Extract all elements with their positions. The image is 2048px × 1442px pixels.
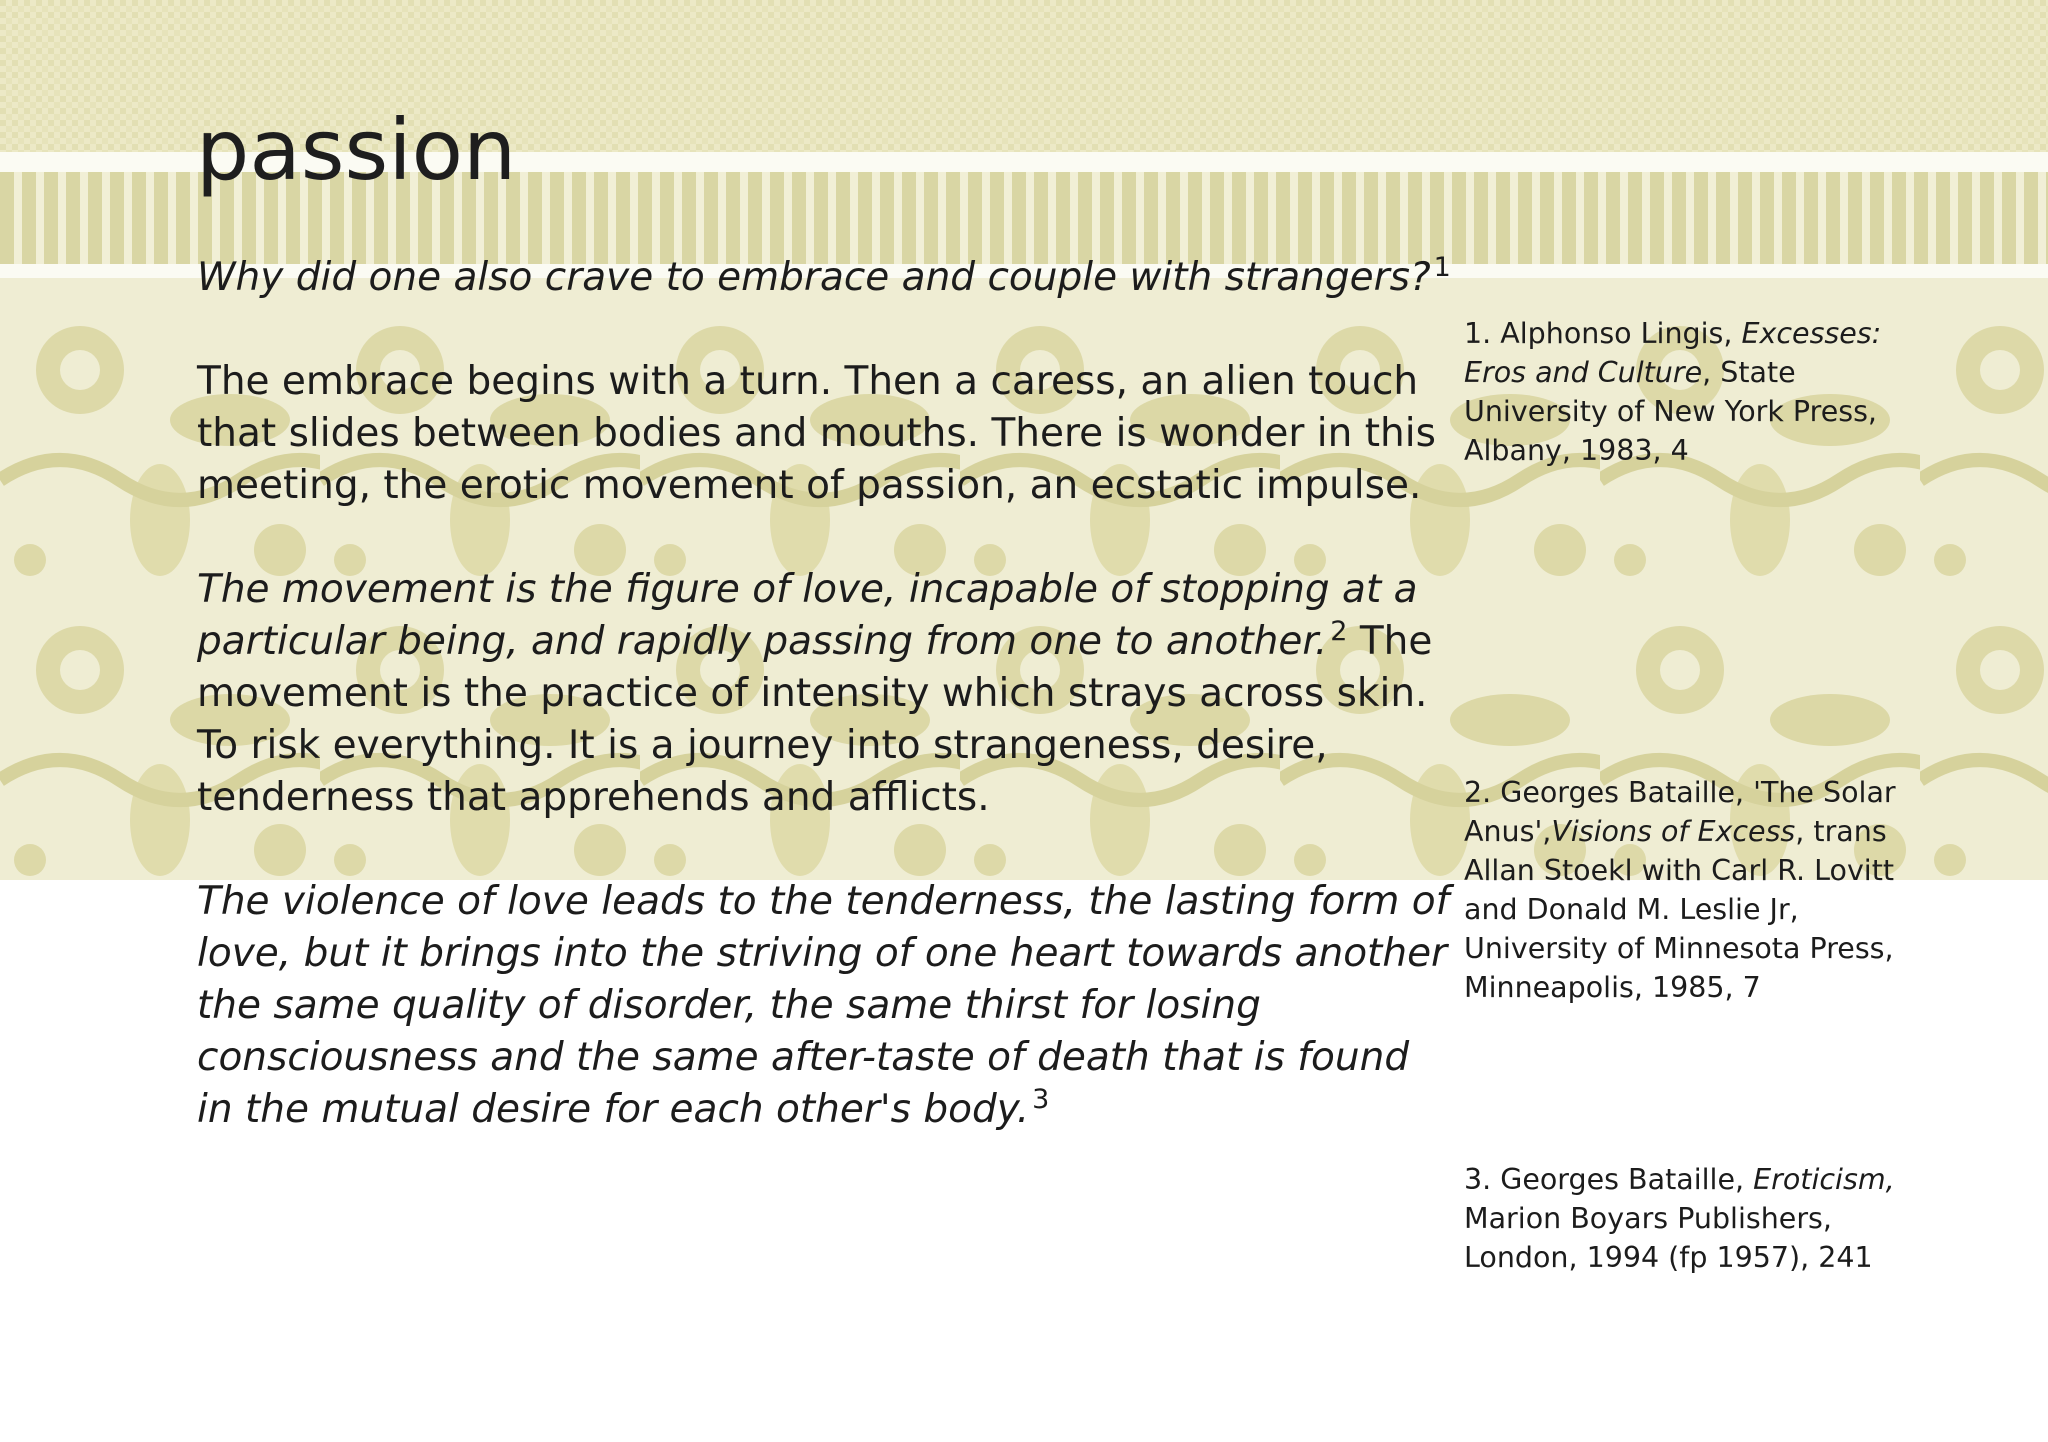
paragraph-1 (197, 252, 1457, 304)
quote-1: Why did one also crave to embrace and couple with strangers? (197, 255, 1431, 300)
footnote-ref-3: 3 (1032, 1084, 1050, 1115)
footnote-2-title: Visions of Excess (1551, 815, 1796, 848)
footnote-1-title: Excesses: Eros and Culture (1464, 317, 1882, 389)
footnote-3-title: Eroticism, (1753, 1163, 1895, 1196)
footnote-ref-2: 2 (1330, 616, 1348, 647)
paragraph-4 (197, 876, 1457, 1136)
footnote-3 (1464, 1160, 1914, 1277)
quote-3: The violence of love leads to the tenderness, the lasting form of love, but it brings into the striving of one heart towards another the same quality of disorder, the same thirst for losing consciousness and the same after-taste of death that is found in the mutual desire for each other's body. (197, 879, 1450, 1132)
footnote-ref-1: 1 (1433, 252, 1451, 283)
footnote-3-rest: Marion Boyars Publishers, London, 1994 (fp 1957), 241 (1464, 1202, 1873, 1274)
paragraph-3 (197, 564, 1457, 824)
paragraph-3-text: The movement is the practice of intensity which strays across skin. To risk everything. It is a journey into strangeness, desire, tenderness that apprehends and afflicts. (197, 619, 1433, 820)
quote-2: The movement is the figure of love, incapable of stopping at a particular being, and rapidly passing from one to another. (197, 567, 1418, 664)
paragraph-2-text: The embrace begins with a turn. Then a caress, an alien touch that slides between bodies and mouths. There is wonder in this meeting, the erotic movement of passion, an ecstatic impulse. (197, 359, 1436, 508)
main-text (197, 252, 1457, 1188)
page-title: passion (196, 101, 517, 199)
footnote-2-rest: , trans Allan Stoekl with Carl R. Lovitt and Donald M. Leslie Jr, University of Minnesota Press, Minneapolis, 1985, 7 (1464, 815, 1895, 1004)
paragraph-2 (197, 356, 1457, 512)
footnote-1-rest: , State University of New York Press, Albany, 1983, 4 (1464, 356, 1877, 467)
footnote-1-lead: 1. Alphonso Lingis, (1464, 317, 1742, 350)
footnote-1 (1464, 314, 1914, 470)
footnote-3-lead: 3. Georges Bataille, (1464, 1163, 1754, 1196)
footnote-2 (1464, 773, 1914, 1007)
footnote-2-lead: 2. Georges Bataille, 'The Solar Anus', (1464, 776, 1896, 848)
